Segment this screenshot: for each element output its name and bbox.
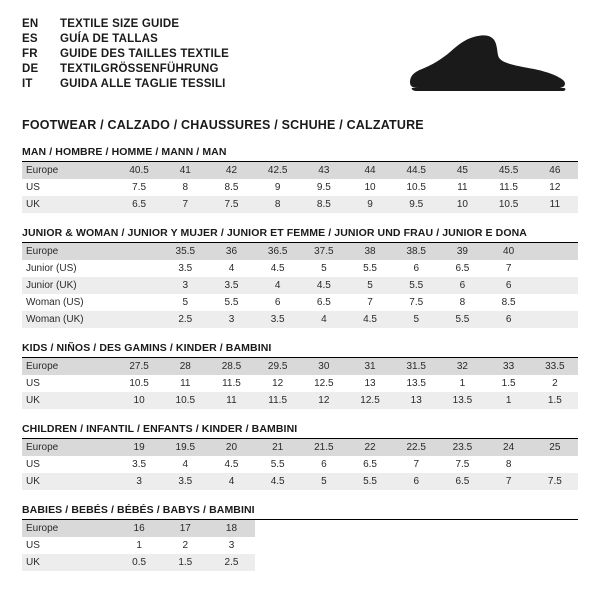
size-cell: 4 (208, 260, 254, 277)
size-cell: 6 (486, 277, 532, 294)
size-cell (116, 277, 162, 294)
size-cell: 1 (439, 375, 485, 392)
group-title: KIDS / NIÑOS / DES GAMINS / KINDER / BAMBINI (22, 342, 578, 358)
table-row (22, 439, 578, 456)
table-row (22, 473, 578, 490)
size-cell: 7.5 (116, 179, 162, 196)
size-cell: 19.5 (162, 439, 208, 456)
size-table-man (22, 162, 578, 213)
size-cell: 7.5 (532, 473, 578, 490)
size-cell: 3.5 (116, 456, 162, 473)
language-title: TEXTILGRÖSSENFÜHRUNG (60, 62, 219, 75)
size-cell-empty (347, 537, 393, 554)
size-cell (532, 456, 578, 473)
row-label: Junior (UK) (22, 277, 116, 294)
size-cell: 6 (393, 260, 439, 277)
size-cell-empty (255, 520, 301, 537)
size-cell-empty (486, 537, 532, 554)
size-cell: 17 (162, 520, 208, 537)
size-cell: 9 (255, 179, 301, 196)
size-cell: 8 (255, 196, 301, 213)
size-cell: 7 (486, 473, 532, 490)
table-row (22, 196, 578, 213)
size-cell (532, 311, 578, 328)
size-cell (532, 260, 578, 277)
size-cell: 4.5 (255, 473, 301, 490)
size-cell: 18 (208, 520, 254, 537)
size-group-junior-woman (22, 227, 578, 328)
size-cell: 31.5 (393, 358, 439, 375)
size-cell: 11 (208, 392, 254, 409)
size-cell: 22 (347, 439, 393, 456)
size-cell-empty (347, 554, 393, 571)
size-cell: 3.5 (208, 277, 254, 294)
size-group-kids (22, 342, 578, 409)
size-cell: 4 (208, 473, 254, 490)
size-cell-empty (301, 554, 347, 571)
size-cell: 1.5 (162, 554, 208, 571)
size-cell: 22.5 (393, 439, 439, 456)
language-code: FR (22, 47, 38, 60)
size-cell: 5.5 (347, 473, 393, 490)
size-cell: 7 (347, 294, 393, 311)
size-cell: 28.5 (208, 358, 254, 375)
table-row (22, 537, 578, 554)
table-row (22, 554, 578, 571)
size-cell: 4.5 (208, 456, 254, 473)
size-cell: 4 (255, 277, 301, 294)
size-cell: 10 (439, 196, 485, 213)
size-cell: 4.5 (255, 260, 301, 277)
size-cell: 6 (393, 473, 439, 490)
row-label: Junior (US) (22, 260, 116, 277)
size-cell: 41 (162, 162, 208, 179)
table-row (22, 456, 578, 473)
row-label: Europe (22, 439, 116, 456)
table-row (22, 294, 578, 311)
size-cell: 12.5 (347, 392, 393, 409)
language-title: TEXTILE SIZE GUIDE (60, 17, 180, 30)
size-cell: 42.5 (255, 162, 301, 179)
size-cell: 10.5 (486, 196, 532, 213)
size-cell: 3 (162, 277, 208, 294)
size-cell: 10 (116, 392, 162, 409)
size-cell: 42 (208, 162, 254, 179)
size-table-babies (22, 520, 578, 571)
size-cell: 1.5 (532, 392, 578, 409)
size-cell-empty (301, 520, 347, 537)
size-cell: 6 (255, 294, 301, 311)
size-cell: 11.5 (486, 179, 532, 196)
size-cell: 5.5 (255, 456, 301, 473)
size-cell: 11 (532, 196, 578, 213)
size-cell: 6.5 (439, 260, 485, 277)
footwear-category-title: FOOTWEAR / CALZADO / CHAUSSURES / SCHUHE / CALZATURE (22, 118, 424, 132)
size-cell: 36.5 (255, 243, 301, 260)
size-cell: 43 (301, 162, 347, 179)
size-cell (532, 294, 578, 311)
size-cell: 5 (301, 473, 347, 490)
size-cell: 13 (393, 392, 439, 409)
size-cell-empty (393, 554, 439, 571)
size-cell: 7.5 (439, 456, 485, 473)
row-label: UK (22, 392, 116, 409)
size-cell-empty (255, 554, 301, 571)
size-group-children (22, 423, 578, 490)
dress-shoe-icon (396, 28, 576, 98)
size-cell: 3 (208, 311, 254, 328)
size-cell: 10 (347, 179, 393, 196)
size-table-children (22, 439, 578, 490)
table-row (22, 311, 578, 328)
group-title: JUNIOR & WOMAN / JUNIOR Y MUJER / JUNIOR ET FEMME / JUNIOR UND FRAU / JUNIOR E DONA (22, 227, 578, 243)
language-code: ES (22, 32, 38, 45)
table-row (22, 520, 578, 537)
size-cell-empty (255, 537, 301, 554)
size-cell: 1 (116, 537, 162, 554)
size-cell-empty (532, 537, 578, 554)
size-cell: 4.5 (347, 311, 393, 328)
size-cell: 7.5 (208, 196, 254, 213)
size-cell: 5 (162, 294, 208, 311)
size-cell: 3.5 (255, 311, 301, 328)
row-label: UK (22, 473, 116, 490)
size-cell: 44.5 (393, 162, 439, 179)
language-code: DE (22, 62, 39, 75)
language-row (22, 16, 229, 31)
size-cell-empty (347, 520, 393, 537)
size-cell: 10.5 (393, 179, 439, 196)
size-cell: 2 (532, 375, 578, 392)
size-cell-empty (486, 520, 532, 537)
size-cell-empty (486, 554, 532, 571)
table-row (22, 375, 578, 392)
size-cell: 32 (439, 358, 485, 375)
size-cell-empty (301, 537, 347, 554)
size-cell: 13.5 (439, 392, 485, 409)
size-cell: 37.5 (301, 243, 347, 260)
size-cell: 45.5 (486, 162, 532, 179)
row-label: US (22, 537, 116, 554)
row-label: UK (22, 554, 116, 571)
size-cell: 29.5 (255, 358, 301, 375)
language-title: GUIDA ALLE TAGLIE TESSILI (60, 77, 226, 90)
size-cell: 5.5 (208, 294, 254, 311)
size-cell: 7 (393, 456, 439, 473)
language-row (22, 31, 229, 46)
size-cell: 36 (208, 243, 254, 260)
group-title: CHILDREN / INFANTIL / ENFANTS / KINDER / BAMBINI (22, 423, 578, 439)
size-cell: 2 (162, 537, 208, 554)
size-cell: 11 (162, 375, 208, 392)
size-cell (116, 260, 162, 277)
size-cell: 10.5 (162, 392, 208, 409)
row-label: Europe (22, 358, 116, 375)
table-row (22, 392, 578, 409)
row-label: Woman (UK) (22, 311, 116, 328)
size-cell: 6 (301, 456, 347, 473)
language-code: IT (22, 77, 33, 90)
size-cell: 11.5 (255, 392, 301, 409)
size-cell: 33 (486, 358, 532, 375)
size-cell: 46 (532, 162, 578, 179)
size-cell: 23.5 (439, 439, 485, 456)
size-cell: 6 (439, 277, 485, 294)
size-cell: 4.5 (301, 277, 347, 294)
size-cell: 11.5 (208, 375, 254, 392)
size-cell: 3.5 (162, 260, 208, 277)
size-cell: 2.5 (162, 311, 208, 328)
size-cell: 9.5 (393, 196, 439, 213)
size-cell: 6.5 (116, 196, 162, 213)
language-title-table (22, 16, 229, 91)
size-cell: 5 (301, 260, 347, 277)
row-label: US (22, 375, 116, 392)
document-header (22, 16, 578, 108)
language-title: GUÍA DE TALLAS (60, 32, 158, 45)
size-cell: 1.5 (486, 375, 532, 392)
table-row (22, 243, 578, 260)
size-cell: 40 (486, 243, 532, 260)
table-row (22, 260, 578, 277)
size-cell: 45 (439, 162, 485, 179)
size-cell: 19 (116, 439, 162, 456)
row-label: US (22, 179, 116, 196)
size-cell: 5 (393, 311, 439, 328)
size-cell: 3 (116, 473, 162, 490)
group-title: BABIES / BEBÉS / BÉBÉS / BABYS / BAMBINI (22, 504, 578, 520)
size-cell (116, 311, 162, 328)
table-row (22, 358, 578, 375)
size-cell: 2.5 (208, 554, 254, 571)
size-cell (532, 277, 578, 294)
size-cell-empty (439, 537, 485, 554)
size-cell: 33.5 (532, 358, 578, 375)
size-cell: 24 (486, 439, 532, 456)
size-cell: 25 (532, 439, 578, 456)
size-cell: 35.5 (162, 243, 208, 260)
size-cell: 13.5 (393, 375, 439, 392)
size-cell (532, 243, 578, 260)
size-cell (116, 243, 162, 260)
size-cell: 12 (301, 392, 347, 409)
size-cell: 30 (301, 358, 347, 375)
table-row (22, 179, 578, 196)
size-cell: 38.5 (393, 243, 439, 260)
size-cell: 28 (162, 358, 208, 375)
size-table-kids (22, 358, 578, 409)
size-cell: 21 (255, 439, 301, 456)
size-cell: 7 (162, 196, 208, 213)
size-cell: 16 (116, 520, 162, 537)
size-cell: 9.5 (301, 179, 347, 196)
size-cell: 6.5 (347, 456, 393, 473)
size-cell-empty (439, 520, 485, 537)
language-row (22, 76, 229, 91)
size-cell: 12.5 (301, 375, 347, 392)
row-label: US (22, 456, 116, 473)
row-label: Europe (22, 162, 116, 179)
language-title: GUIDE DES TAILLES TEXTILE (60, 47, 229, 60)
size-cell (116, 294, 162, 311)
size-cell: 7.5 (393, 294, 439, 311)
size-cell: 31 (347, 358, 393, 375)
language-title-body (22, 16, 229, 91)
size-cell: 0.5 (116, 554, 162, 571)
size-cell: 4 (301, 311, 347, 328)
size-cell: 11 (439, 179, 485, 196)
size-cell: 8.5 (208, 179, 254, 196)
size-cell-empty (532, 554, 578, 571)
size-cell-empty (439, 554, 485, 571)
size-cell: 40.5 (116, 162, 162, 179)
language-code: EN (22, 17, 39, 30)
size-group-man (22, 146, 578, 213)
size-cell: 5 (347, 277, 393, 294)
size-cell: 44 (347, 162, 393, 179)
table-row (22, 277, 578, 294)
size-cell: 13 (347, 375, 393, 392)
size-cell: 7 (486, 260, 532, 277)
size-cell: 12 (532, 179, 578, 196)
size-cell: 9 (347, 196, 393, 213)
size-cell: 5.5 (347, 260, 393, 277)
group-title: MAN / HOMBRE / HOMME / MANN / MAN (22, 146, 578, 162)
size-cell: 5.5 (439, 311, 485, 328)
size-table-junior-woman (22, 243, 578, 328)
size-cell: 3.5 (162, 473, 208, 490)
size-cell: 5.5 (393, 277, 439, 294)
row-label: Woman (US) (22, 294, 116, 311)
size-cell: 12 (255, 375, 301, 392)
size-cell: 39 (439, 243, 485, 260)
size-cell: 38 (347, 243, 393, 260)
size-cell: 8 (162, 179, 208, 196)
size-cell-empty (393, 520, 439, 537)
table-row (22, 162, 578, 179)
size-cell: 4 (162, 456, 208, 473)
row-label: Europe (22, 243, 116, 260)
size-cell: 1 (486, 392, 532, 409)
language-row (22, 46, 229, 61)
size-cell: 20 (208, 439, 254, 456)
language-row (22, 61, 229, 76)
size-cell: 6.5 (439, 473, 485, 490)
size-cell: 8 (486, 456, 532, 473)
size-cell: 10.5 (116, 375, 162, 392)
size-cell-empty (532, 520, 578, 537)
size-cell: 6 (486, 311, 532, 328)
size-cell: 3 (208, 537, 254, 554)
size-cell: 8.5 (301, 196, 347, 213)
size-group-babies (22, 504, 578, 571)
size-cell: 27.5 (116, 358, 162, 375)
size-cell: 8 (439, 294, 485, 311)
size-cell: 8.5 (486, 294, 532, 311)
row-label: Europe (22, 520, 116, 537)
size-cell-empty (393, 537, 439, 554)
size-cell: 21.5 (301, 439, 347, 456)
row-label: UK (22, 196, 116, 213)
size-cell: 6.5 (301, 294, 347, 311)
